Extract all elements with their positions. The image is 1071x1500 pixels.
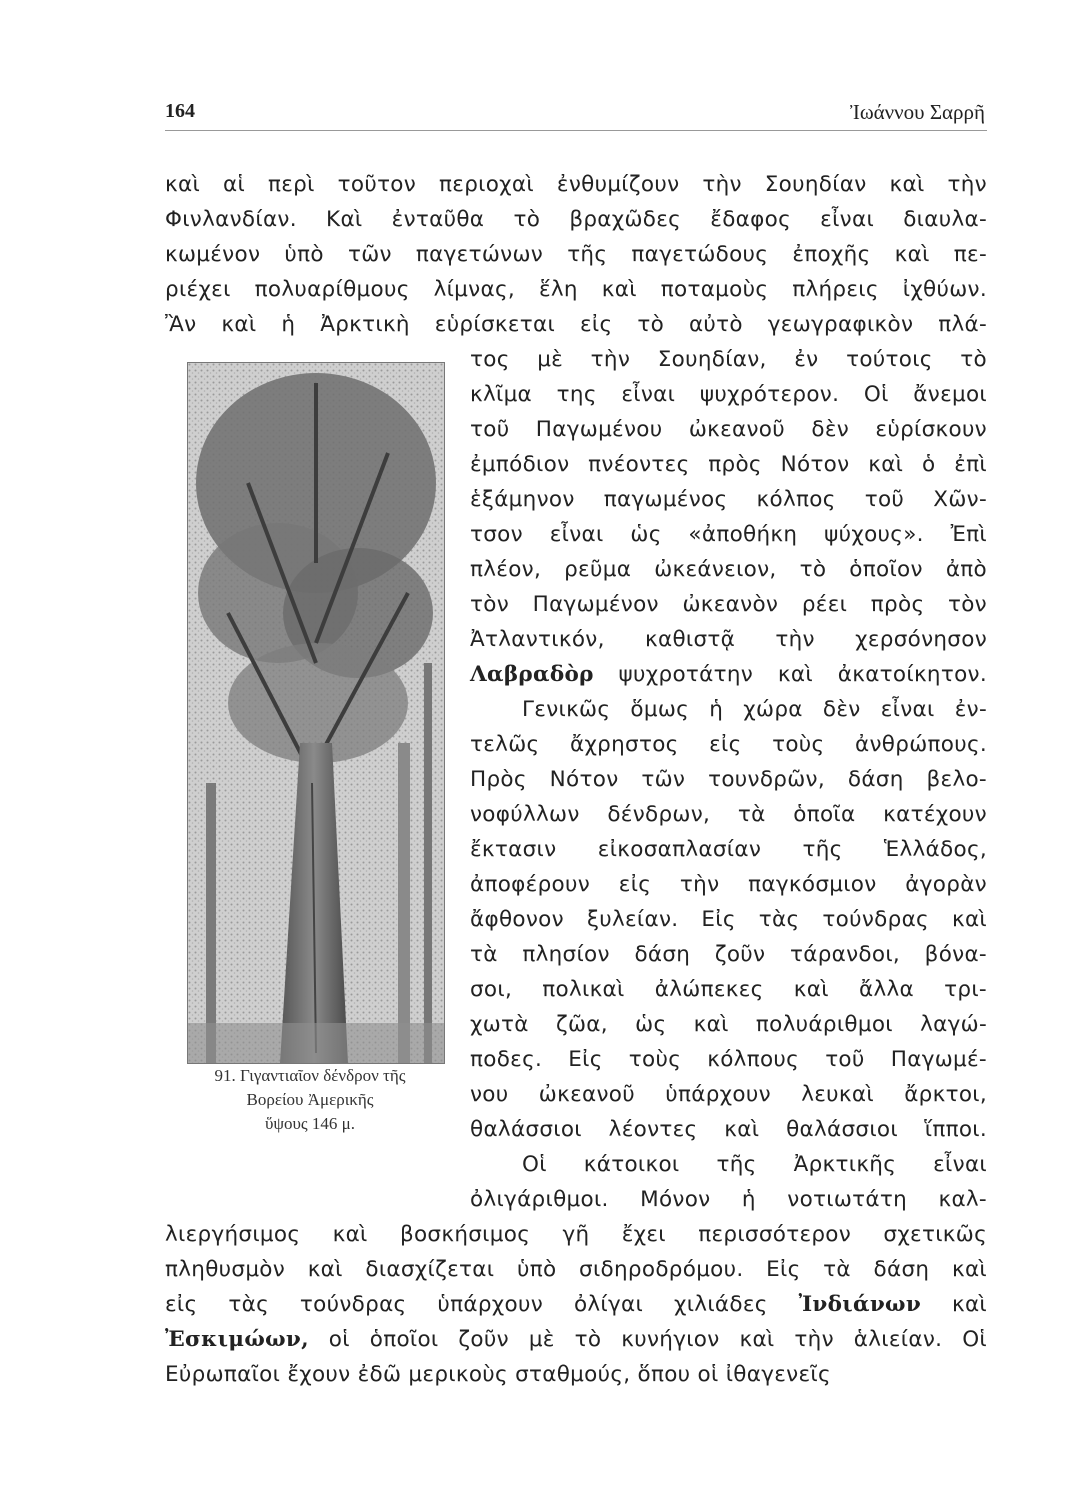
text-line: [165, 1323, 987, 1357]
text-line: χωτὰ ζῶα, ὡς καὶ πολυάριθμοι λαγώ-: [470, 1012, 987, 1037]
term-indians: Ἰνδιάνων: [798, 1292, 922, 1317]
text-line: νου ὠκεανοῦ ὑπάρχουν λευκαὶ ἄρκτοι,: [470, 1082, 987, 1107]
text-line: τὸν Παγωμένον ὠκεανὸν ρέει πρὸς τὸν: [470, 592, 987, 617]
term-eskimos: Ἐσκιμώων,: [165, 1327, 309, 1352]
text-line: ἄφθονον ξυλείαν. Εἰς τὰς τούνδρας καὶ: [470, 907, 987, 932]
page-header: [165, 100, 987, 131]
place-name-labrador: Λαβραδὸρ: [470, 662, 594, 687]
text-line: κωμένον ὑπὸ τῶν παγετώνων τῆς παγετώδους ἐποχῆς καὶ πε-: [165, 242, 987, 267]
text-line: πλέον, ρεῦμα ὠκεάνειον, τὸ ὁποῖον ἀπὸ: [470, 557, 987, 582]
page-number: 164: [165, 100, 195, 122]
text-span: οἱ ὁποῖοι ζοῦν μὲ τὸ κυνήγιον καὶ τὴν ἁλιείαν. Οἱ: [308, 1327, 987, 1352]
text-line: ἐμπόδιον πνέοντες πρὸς Νότον καὶ ὁ ἐπὶ: [470, 452, 987, 477]
text-line: [470, 658, 987, 692]
text-line: θαλάσσιοι λέοντες καὶ θαλάσσιοι ἵπποι.: [470, 1117, 987, 1142]
text-line: ὀλιγάριθμοι. Μόνον ἡ νοτιωτάτη καλ-: [470, 1187, 987, 1212]
text-line: τοῦ Παγωμένου ὠκεανοῦ δὲν εὑρίσκουν: [470, 417, 987, 442]
text-line: [165, 1288, 987, 1322]
text-line: τὰ πλησίον δάση ζοῦν τάρανδοι, βόνα-: [470, 942, 987, 967]
text-line: τσον εἶναι ὡς «ἀποθήκη ψύχους». Ἐπὶ: [470, 522, 987, 547]
text-line: λιεργήσιμος καὶ βοσκήσιμος γῆ ἔχει περισσότερον σχετικῶς: [165, 1222, 987, 1247]
text-line: ἔκτασιν εἰκοσαπλασίαν τῆς Ἑλλάδος,: [470, 837, 987, 862]
text-line: Ἂν καὶ ἡ Ἀρκτικὴ εὑρίσκεται εἰς τὸ αὐτὸ γεωγραφικὸν πλά-: [165, 312, 987, 337]
text-line: ἑξάμηνον παγωμένος κόλπος τοῦ Χῶν-: [470, 487, 987, 512]
text-span: εἰς τὰς τούνδρας ὑπάρχουν ὀλίγαι χιλιάδες: [165, 1292, 799, 1317]
text-line: Ἀτλαντικόν, καθιστᾷ τὴν χερσόνησον: [470, 627, 987, 652]
text-line: ἀποφέρουν εἰς τὴν παγκόσμιον ἀγορὰν: [470, 872, 987, 897]
paragraph-start: Γενικῶς ὅμως ἡ χώρα δὲν εἶναι ἐν-: [522, 697, 987, 722]
caption-line: ὕψους 146 μ.: [264, 1114, 356, 1133]
text-line: Εὐρωπαῖοι ἔχουν ἐδῶ μερικοὺς σταθμούς, ὅπου οἱ ἰθαγενεῖς: [165, 1362, 831, 1387]
text-line: κλῖμα της εἶναι ψυχρότερον. Οἱ ἄνεμοι: [470, 382, 987, 407]
text-line: καὶ αἱ περὶ τοῦτον περιοχαὶ ἐνθυμίζουν τὴν Σουηδίαν καὶ τὴν: [165, 172, 987, 197]
text-line: Φινλανδίαν. Καὶ ἐνταῦθα τὸ βραχῶδες ἔδαφος εἶναι διαυλα-: [165, 207, 987, 232]
tree-photo-icon: [188, 363, 444, 1063]
text-line: ριέχει πολυαρίθμους λίμνας, ἕλη καὶ ποταμοὺς πλήρεις ἰχθύων.: [165, 277, 987, 302]
text-line: πληθυσμὸν καὶ διασχίζεται ὑπὸ σιδηροδρόμου. Εἰς τὰ δάση καὶ: [165, 1257, 987, 1282]
text-line: Πρὸς Νότον τῶν τουνδρῶν, δάση βελο-: [470, 767, 987, 792]
text-line: τος μὲ τὴν Σουηδίαν, ἐν τούτοις τὸ: [470, 347, 987, 372]
running-head: Ἰωάννου Σαρρῆ: [849, 100, 985, 124]
text-line: τελῶς ἄχρηστος εἰς τοὺς ἀνθρώπους.: [470, 732, 987, 757]
caption-line: 91. Γιγαντιαῖον δένδρον τῆς: [214, 1066, 406, 1085]
text-line: νοφύλλων δένδρων, τὰ ὁποῖα κατέχουν: [470, 802, 987, 827]
text-line: σοι, πολικαὶ ἀλώπεκες καὶ ἄλλα τρι-: [470, 977, 987, 1002]
caption-line: Βορείου Ἀμερικῆς: [246, 1090, 374, 1109]
text-span: ψυχροτάτην καὶ ἀκατοίκητον.: [593, 662, 987, 687]
text-span: καὶ: [921, 1292, 987, 1317]
tree-photo: [187, 362, 445, 1064]
figure-caption: [160, 1064, 460, 1136]
text-line: ποδες. Εἰς τοὺς κόλπους τοῦ Παγωμέ-: [470, 1047, 987, 1072]
paragraph-start: Οἱ κάτοικοι τῆς Ἀρκτικῆς εἶναι: [522, 1152, 987, 1177]
